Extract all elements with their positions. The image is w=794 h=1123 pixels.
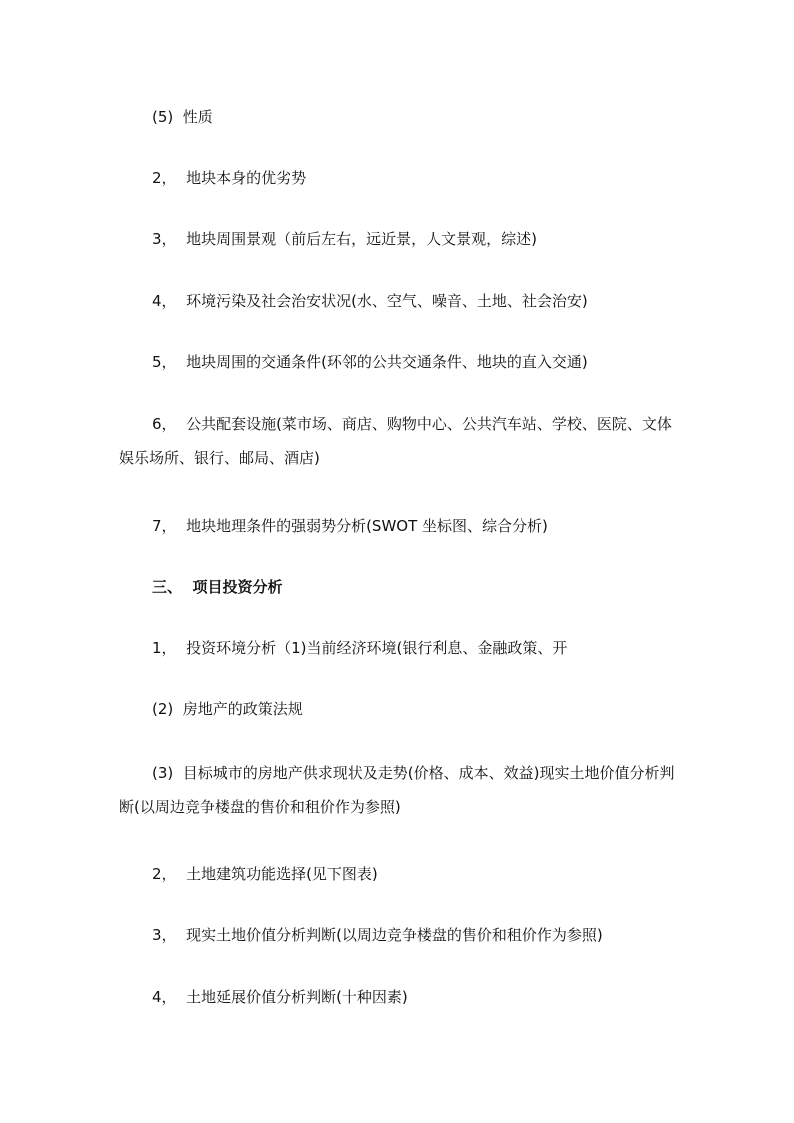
paragraph-item-5-nature: (5) 性质 — [152, 108, 213, 126]
section-heading-investment-analysis: 三、 项目投资分析 — [152, 578, 283, 596]
paragraph-investment-environment: 1， 投资环境分析（1)当前经济环境(银行利息、金融政策、开 — [152, 639, 568, 657]
paragraph-policy-regulations: (2) 房地产的政策法规 — [152, 700, 303, 718]
paragraph-swot-analysis: 7， 地块地理条件的强弱势分析(SWOT 坐标图、综合分析) — [152, 517, 548, 535]
paragraph-traffic-conditions: 5， 地块周围的交通条件(环邻的公共交通条件、地块的直入交通) — [152, 353, 588, 371]
paragraph-extended-land-value: 4， 土地延展价值分析判断(十种因素) — [152, 988, 408, 1006]
paragraph-public-facilities: 6， 公共配套设施(菜市场、商店、购物中心、公共汽车站、学校、医院、文体娱乐场所、银行、邮局、酒店) — [119, 415, 672, 467]
paragraph-current-land-value: 3， 现实土地价值分析判断(以周边竞争楼盘的售价和租价作为参照) — [152, 926, 603, 944]
paragraph-environment-security: 4， 环境污染及社会治安状况(水、空气、噪音、土地、社会治安) — [152, 292, 588, 310]
paragraph-supply-demand: (3) 目标城市的房地产供求现状及走势(价格、成本、效益)现实土地价值分析判断(以周边竞争楼盘的售价和租价作为参照) — [119, 764, 675, 816]
paragraph-site-pros-cons: 2， 地块本身的优劣势 — [152, 169, 307, 187]
paragraph-building-function: 2， 土地建筑功能选择(见下图表) — [152, 865, 378, 883]
paragraph-surrounding-landscape: 3， 地块周围景观（前后左右，远近景，人文景观，综述) — [152, 230, 537, 248]
